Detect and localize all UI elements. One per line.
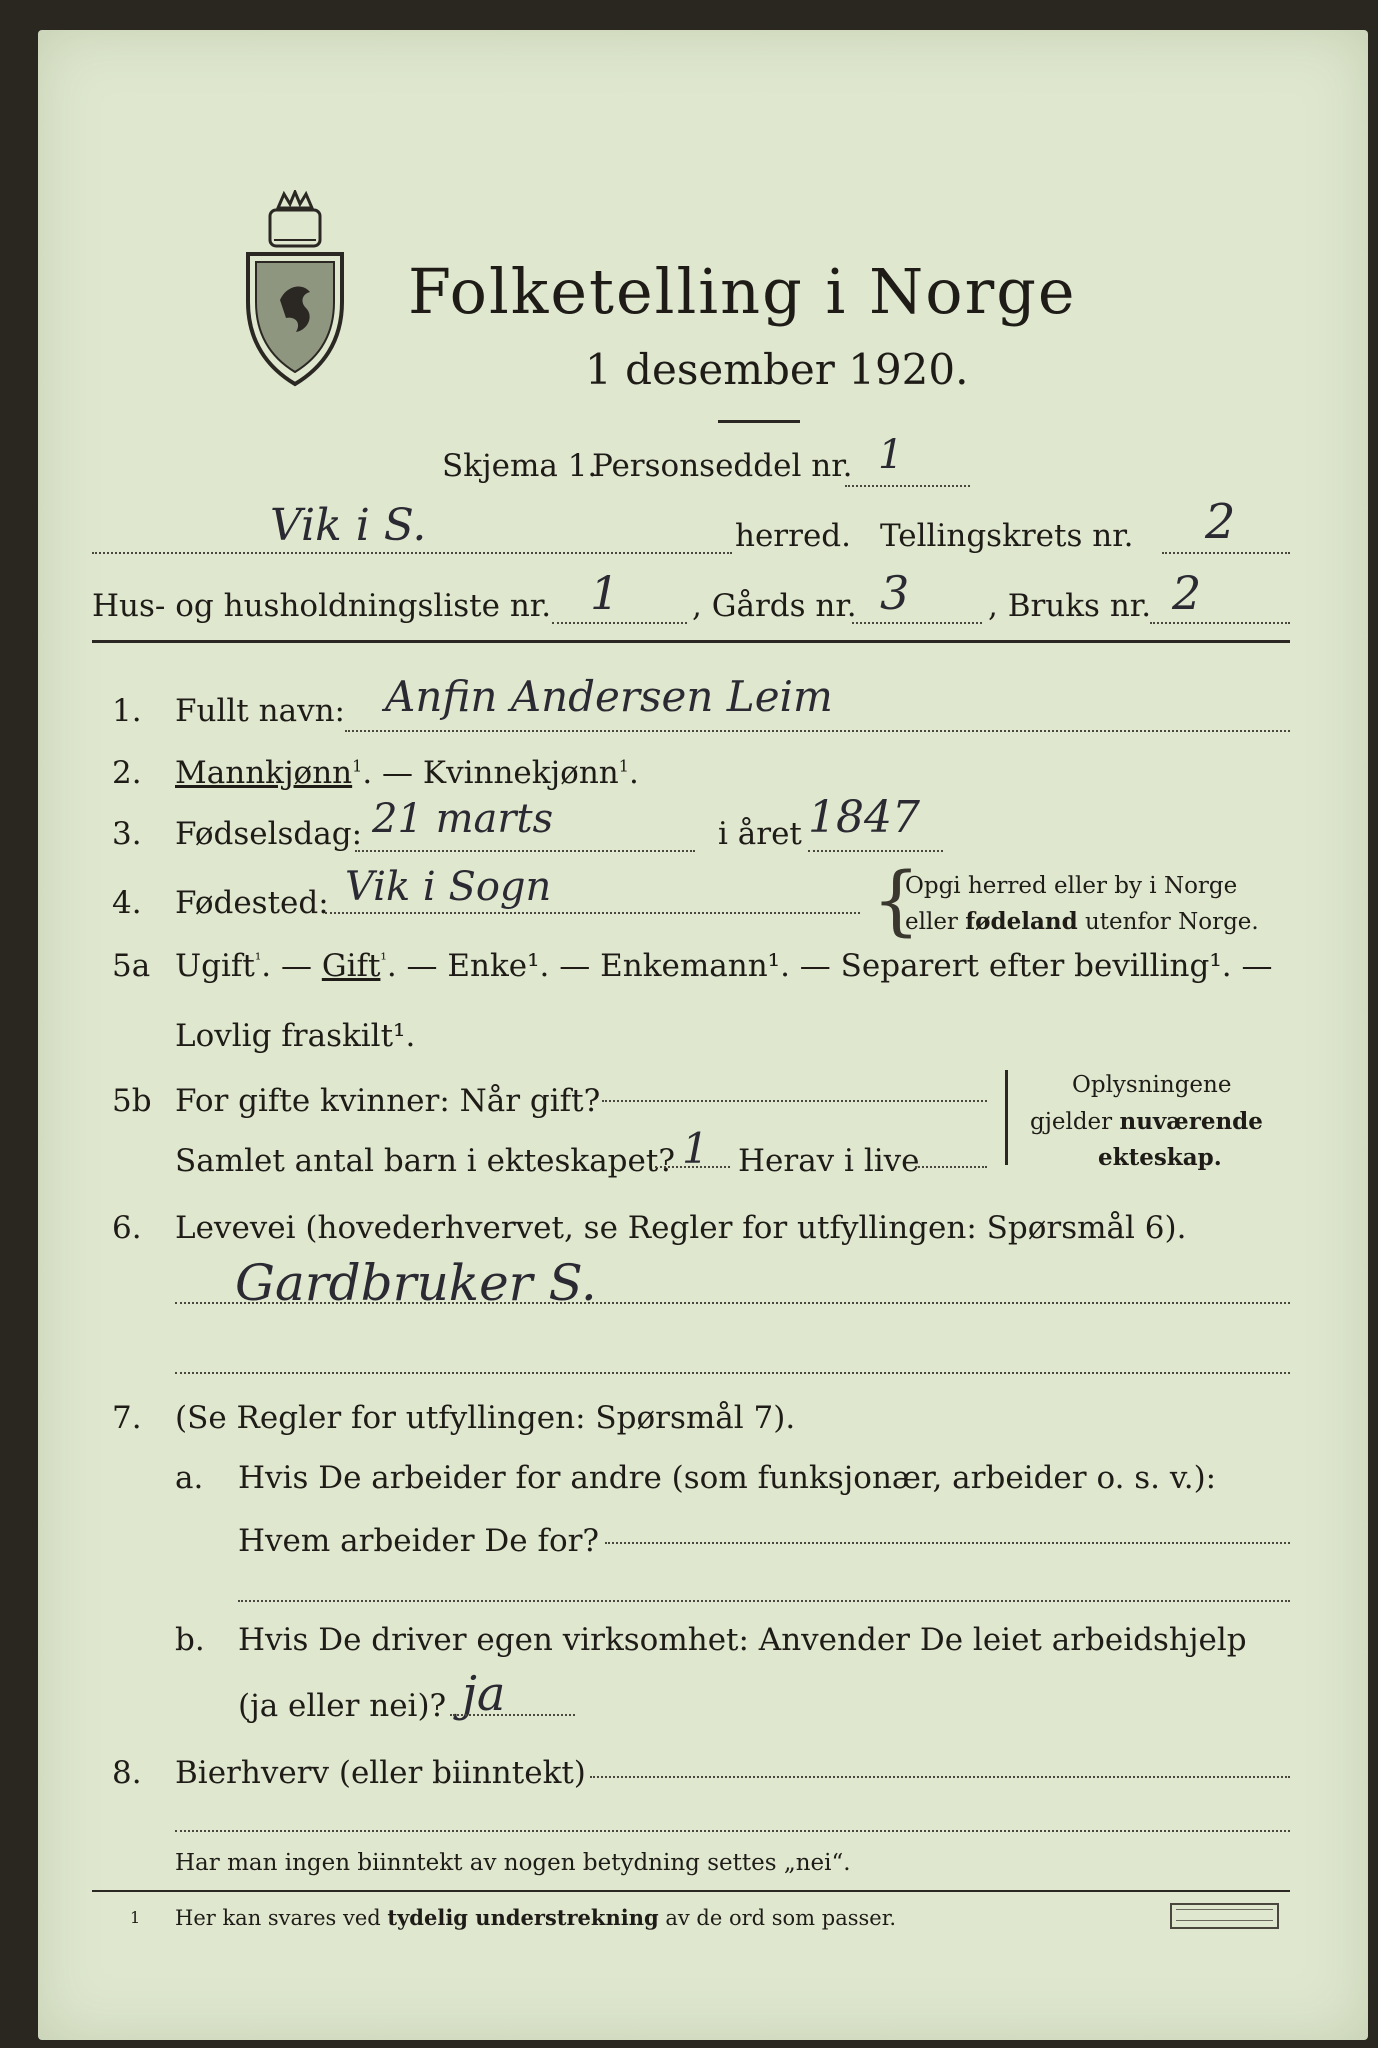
q7a-question: Hvem arbeider De for? <box>238 1523 600 1559</box>
hus-value: 1 <box>590 566 620 620</box>
q3-year-value: 1847 <box>808 792 920 843</box>
form-title: Folketelling i Norge <box>408 255 1077 328</box>
footer-rule <box>92 1890 1290 1892</box>
tellingskrets-label: Tellingskrets nr. <box>880 518 1134 554</box>
footnote-bold: tydelig understrekning <box>387 1905 659 1930</box>
footnote-pre: Her kan svares ved <box>175 1906 381 1930</box>
coat-of-arms-icon <box>240 190 350 390</box>
q3-value: 21 marts <box>372 796 554 842</box>
gards-value: 3 <box>880 566 910 620</box>
q4-label: Fødested: <box>175 885 329 921</box>
q6-value: Gardbruker S. <box>235 1254 597 1312</box>
q5a-gift: Gift <box>321 948 381 984</box>
q3-year-line <box>808 850 943 852</box>
q7a-line2 <box>238 1600 1290 1602</box>
q2-number: 2. <box>112 755 142 791</box>
q5b-line3 <box>915 1166 987 1168</box>
herred-value: Vik i S. <box>270 500 427 551</box>
q5a-rest: . — Enke¹. — Enkemann¹. — Separert efter bevilling¹. — <box>386 948 1273 984</box>
q5b-note1: Oplysningene <box>1072 1072 1232 1098</box>
q7a-line1 <box>605 1542 1290 1544</box>
q7a-letter: a. <box>175 1460 204 1496</box>
q5b-note2-pre: gjelder <box>1030 1109 1113 1135</box>
herred-line <box>92 552 732 554</box>
q7b-line <box>450 1714 575 1716</box>
q4-note-bold: fødeland <box>965 908 1078 935</box>
q2-options <box>175 755 639 791</box>
tellingskrets-value: 2 <box>1205 494 1236 550</box>
q4-value: Vik i Sogn <box>345 864 552 910</box>
footnote-text <box>175 1905 896 1930</box>
q5a-sup2: ¹ <box>380 949 387 969</box>
q1-label: Fullt navn: <box>175 693 345 729</box>
q5b-label1: For gifte kvinner: Når gift? <box>175 1083 601 1119</box>
q8-line1 <box>590 1776 1290 1778</box>
tellingskrets-line <box>1162 552 1290 554</box>
q5b-label2: Samlet antal barn i ekteskapet? <box>175 1143 675 1179</box>
q3-number: 3. <box>112 816 142 852</box>
q6-number: 6. <box>112 1210 142 1246</box>
q5a-dash: . — <box>261 948 322 984</box>
q1-value: Anfin Andersen Leim <box>385 672 833 721</box>
q5b-line1 <box>602 1100 987 1102</box>
q7b-letter: b. <box>175 1622 205 1658</box>
q8-label: Bierhverv (eller biinntekt) <box>175 1755 586 1791</box>
footnote-post: av de ord som passer. <box>665 1906 897 1930</box>
q1-number: 1. <box>112 693 142 729</box>
q5b-note2 <box>1030 1108 1263 1135</box>
bruks-label: , Bruks nr. <box>988 588 1152 624</box>
q4-note-post: utenfor Norge. <box>1084 909 1259 935</box>
q3-line <box>355 850 695 852</box>
q2-female: Kvinnekjønn <box>422 755 619 791</box>
q3-year-label: i året <box>718 816 802 852</box>
q6-line2 <box>175 1372 1290 1374</box>
q8-line2 <box>175 1830 1290 1832</box>
q7-label: (Se Regler for utfyllingen: Spørsmål 7). <box>175 1400 796 1436</box>
q3-label: Fødselsdag: <box>175 816 363 852</box>
gards-line <box>852 622 982 624</box>
q4-brace: { <box>872 855 921 944</box>
q2-sup1: 1 <box>352 756 363 776</box>
q7b-question: (ja eller nei)? <box>238 1688 447 1724</box>
q7-number: 7. <box>112 1400 142 1436</box>
q6-label: Levevei (hovederhvervet, se Regler for utfyllingen: Spørsmål 6). <box>175 1210 1187 1246</box>
footer-note: Har man ingen biinntekt av nogen betydning settes „nei“. <box>175 1850 851 1876</box>
q2-end: . <box>628 755 639 791</box>
q2-separator: . — <box>362 755 423 791</box>
header-rule <box>92 640 1290 643</box>
q5a-ugift: Ugift <box>175 948 255 984</box>
gards-label: , Gårds nr. <box>692 588 857 624</box>
q5a-number: 5a <box>112 948 151 984</box>
printer-stamp <box>1170 1903 1279 1929</box>
personseddel-line <box>845 485 970 487</box>
q5a-line1 <box>175 948 1272 984</box>
q2-male: Mannkjønn <box>175 755 353 791</box>
footnote-mark: 1 <box>130 1908 141 1927</box>
personseddel-value: 1 <box>878 432 904 478</box>
q7a-text: Hvis De arbeider for andre (som funksjonær, arbeider o. s. v.): <box>238 1460 1217 1496</box>
q8-number: 8. <box>112 1755 142 1791</box>
q1-line <box>345 730 1290 732</box>
personseddel-label: Personseddel nr. <box>592 448 853 484</box>
q4-line <box>325 912 860 914</box>
q4-note-pre: eller <box>905 909 958 935</box>
q5b-label3: Herav i live <box>738 1143 920 1179</box>
schema-label: Skjema 1. <box>442 448 598 484</box>
q5b-number: 5b <box>112 1083 152 1119</box>
census-date: 1 desember 1920. <box>585 345 969 394</box>
q7b-text: Hvis De driver egen virksomhet: Anvender De leiet arbeidshjelp <box>238 1622 1247 1658</box>
q4-note-line2 <box>905 908 1259 935</box>
q5b-note2-bold: nuværende <box>1119 1108 1263 1135</box>
q5a-line2: Lovlig fraskilt¹. <box>175 1018 416 1054</box>
q5b-line2 <box>655 1166 730 1168</box>
title-divider <box>718 420 800 423</box>
hus-line <box>552 622 687 624</box>
q5b-brace <box>1005 1070 1012 1165</box>
bruks-value: 2 <box>1172 566 1202 620</box>
q7b-value: ja <box>462 1666 506 1722</box>
q2-sup2: 1 <box>618 756 629 776</box>
q5b-note3: ekteskap. <box>1098 1144 1222 1171</box>
q5b-value2: 1 <box>682 1124 709 1173</box>
herred-label: herred. <box>735 518 851 554</box>
bruks-line <box>1150 622 1290 624</box>
q6-line1 <box>175 1302 1290 1304</box>
q4-note-line1: Opgi herred eller by i Norge <box>905 873 1238 899</box>
q5a-sup1: ¹ <box>254 949 262 969</box>
q4-number: 4. <box>112 885 142 921</box>
hus-label: Hus- og husholdningsliste nr. <box>92 588 552 624</box>
